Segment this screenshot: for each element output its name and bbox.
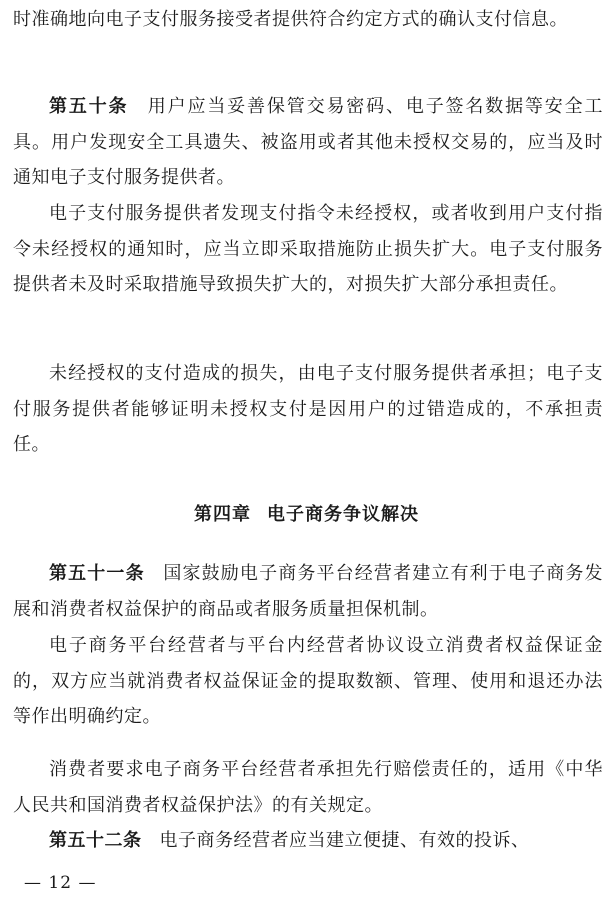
paragraph-text: 电子支付服务提供者发现支付指令未经授权，或者收到用户支付指令未经授权的通知时，应当立即采取措施防止损失扩大。电子支付服务提供者未及时采取措施导致损失扩大的，对损失扩大部分承担责任。 — [13, 203, 603, 295]
paragraph-advance-compensation — [13, 752, 603, 823]
paragraph-loss-liability — [13, 356, 603, 463]
article-52 — [13, 823, 603, 859]
article-50-label: 第五十条 — [49, 96, 129, 117]
chapter-heading — [0, 503, 613, 527]
article-50-text: 用户应当妥善保管交易密码、电子签名数据等安全工具。用户发现安全工具遗失、被盗用或者其他未授权交易的，应当及时通知电子支付服务提供者。 — [13, 96, 604, 188]
paragraph-text: 电子商务平台经营者与平台内经营者协议设立消费者权益保证金的，双方应当就消费者权益保证金的提取数额、管理、使用和退还办法等作出明确约定。 — [13, 635, 603, 727]
article-51-text: 国家鼓励电子商务平台经营者建立有利于电子商务发展和消费者权益保护的商品或者服务质量担保机制。 — [13, 563, 604, 620]
paragraph-continuation — [13, 2, 603, 38]
paragraph-unauthorized-instruction — [13, 196, 603, 303]
paragraph-deposit-agreement — [13, 628, 603, 735]
page-number: — 12 — — [24, 873, 97, 893]
paragraph-text: 未经授权的支付造成的损失，由电子支付服务提供者承担；电子支付服务提供者能够证明未授权支付是因用户的过错造成的，不承担责任。 — [13, 363, 603, 455]
article-51 — [13, 556, 603, 627]
article-51-label: 第五十一条 — [49, 563, 145, 584]
chapter-number: 第四章 — [194, 504, 251, 525]
article-50 — [13, 89, 603, 196]
article-52-label: 第五十二条 — [49, 830, 142, 851]
article-52-text: 电子商务经营者应当建立便捷、有效的投诉、 — [159, 830, 530, 851]
paragraph-text: 时准确地向电子支付服务接受者提供符合约定方式的确认支付信息。 — [13, 9, 568, 30]
paragraph-text: 消费者要求电子商务平台经营者承担先行赔偿责任的，适用《中华人民共和国消费者权益保护法》的有关规定。 — [13, 759, 603, 816]
chapter-title: 电子商务争议解决 — [267, 504, 419, 525]
